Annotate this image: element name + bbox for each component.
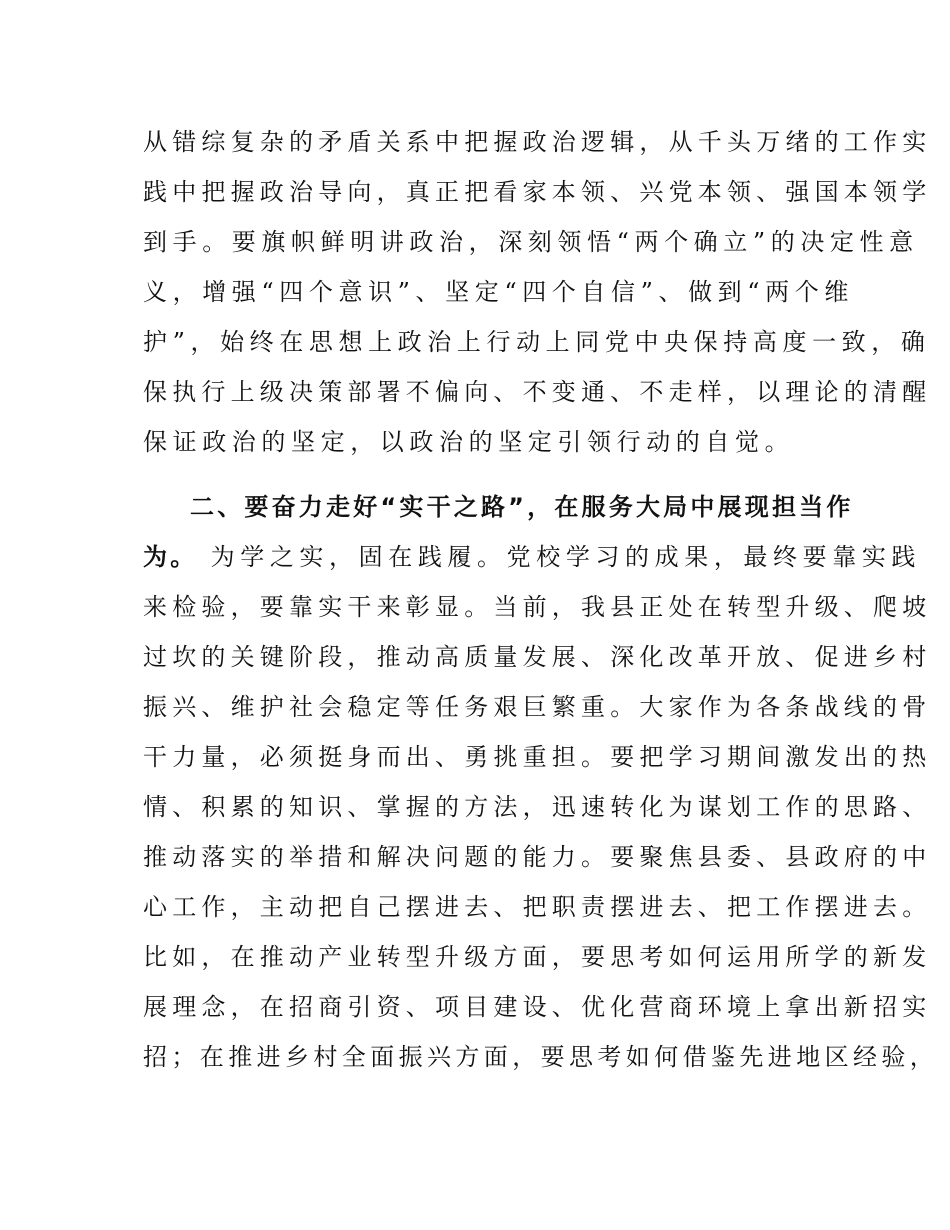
paragraph-line: 心工作，主动把自己摆进去、把职责摆进去、把工作摆进去。	[143, 893, 932, 921]
section-heading-end: 为。	[143, 543, 198, 571]
paragraph-line: 来检验，要靠实干来彰显。当前，我县正处在转型升级、爬坡	[143, 593, 932, 621]
paragraph-line: 保证政治的坚定，以政治的坚定引领行动的自觉。	[143, 428, 795, 456]
paragraph-line: 招；在推进乡村全面振兴方面，要思考如何借鉴先进地区经验，	[143, 1043, 939, 1071]
paragraph-line: 比如，在推动产业转型升级方面，要思考如何运用所学的新发	[143, 943, 932, 971]
paragraph-line: 从错综复杂的矛盾关系中把握政治逻辑，从千头万绪的工作实	[143, 128, 932, 156]
paragraph-line: 义，增强“四个意识”、坚定“四个自信”、做到“两个维	[143, 278, 854, 306]
paragraph-line: 保执行上级决策部署不偏向、不变通、不走样，以理论的清醒	[143, 378, 932, 406]
paragraph-line: 践中把握政治导向，真正把看家本领、兴党本领、强国本领学	[143, 178, 932, 206]
paragraph-line: 推动落实的举措和解决问题的能力。要聚焦县委、县政府的中	[143, 843, 932, 871]
paragraph-text: 为学之实，固在践履。党校学习的成果，最终要靠实践	[197, 543, 922, 571]
paragraph-line: 干力量，必须挺身而出、勇挑重担。要把学习期间激发出的热	[143, 743, 932, 771]
paragraph-line: 展理念，在招商引资、项目建设、优化营商环境上拿出新招实	[143, 993, 932, 1021]
paragraph-line: 情、积累的知识、掌握的方法，迅速转化为谋划工作的思路、	[143, 793, 932, 821]
paragraph-line: 到手。要旗帜鲜明讲政治，深刻领悟“两个确立”的决定性意	[143, 228, 919, 256]
paragraph-line: 护”，始终在思想上政治上行动上同党中央保持高度一致，确	[143, 328, 931, 356]
paragraph-line: 振兴、维护社会稳定等任务艰巨繁重。大家作为各条战线的骨	[143, 693, 932, 721]
section-heading: 二、要奋力走好“实干之路”，在服务大局中展现担当作	[190, 493, 854, 521]
paragraph-line	[143, 542, 921, 572]
paragraph-line: 过坎的关键阶段，推动高质量发展、深化改革开放、促进乡村	[143, 643, 932, 671]
